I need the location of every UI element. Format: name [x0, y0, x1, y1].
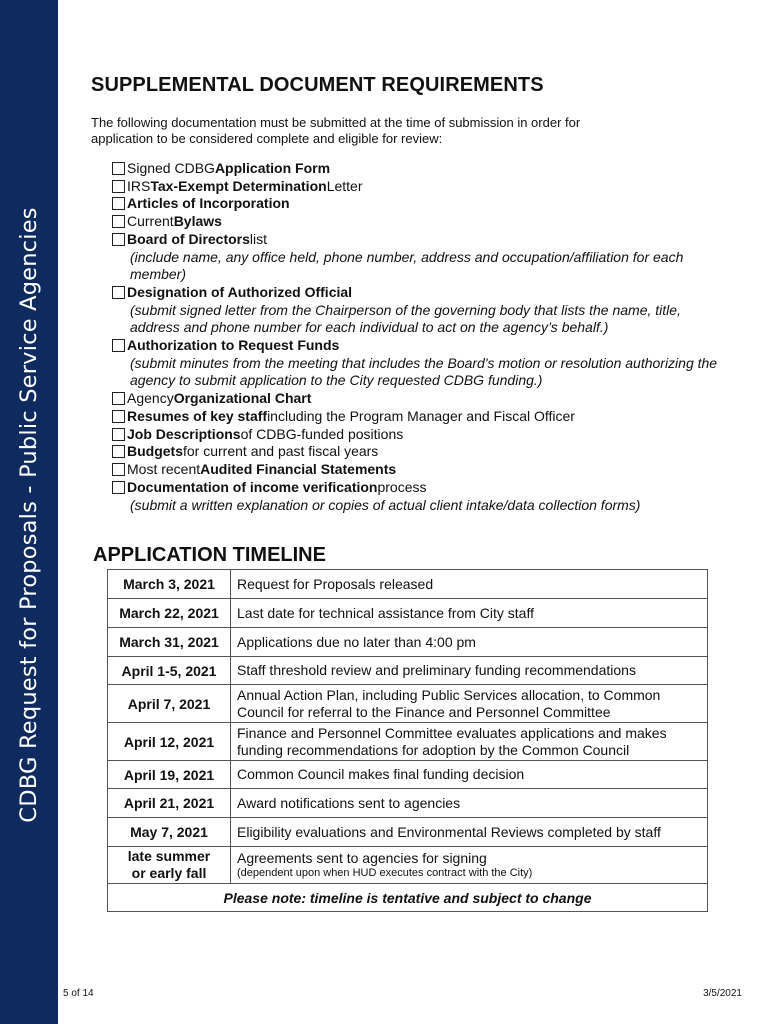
checkbox[interactable]: [112, 339, 125, 352]
checkbox[interactable]: [112, 481, 125, 494]
checkbox[interactable]: [112, 392, 125, 405]
checklist-note: (submit signed letter from the Chairperson of the governing body that lists the name, title, address and phone number for each individual to act on the agency’s behalf.): [130, 301, 681, 336]
checklist-item: Board of Directors list: [112, 231, 732, 249]
checkbox[interactable]: [112, 162, 125, 175]
table-row: [108, 685, 708, 723]
document-date: 3/5/2021: [703, 988, 742, 999]
checkbox[interactable]: [112, 410, 125, 423]
checkbox[interactable]: [112, 233, 125, 246]
table-row: [108, 847, 708, 884]
intro-line: The following documentation must be submitted at the time of submission in order for: [91, 115, 581, 130]
timeline-date: March 3, 2021: [108, 570, 231, 599]
checklist-item: IRS Tax-Exempt Determination Letter: [112, 178, 732, 196]
timeline-disclaimer: Please note: timeline is tentative and subject to change: [108, 884, 708, 912]
checklist-item: Current Bylaws: [112, 213, 732, 231]
table-row: [108, 599, 708, 628]
checklist-note: (include name, any office held, phone number, address and occupation/affiliation for each member): [130, 248, 684, 283]
timeline-date: April 7, 2021: [108, 685, 231, 723]
timeline-description: Staff threshold review and preliminary funding recommendations: [231, 657, 708, 685]
checkbox[interactable]: [112, 180, 125, 193]
checklist-note: (submit a written explanation or copies of actual client intake/data collection forms): [130, 497, 641, 514]
checkbox[interactable]: [112, 197, 125, 210]
timeline-date: April 12, 2021: [108, 723, 231, 761]
timeline-description: Request for Proposals released: [231, 570, 708, 599]
intro-line: application to be considered complete and eligible for review:: [91, 131, 443, 146]
timeline-date: March 31, 2021: [108, 628, 231, 657]
checkbox[interactable]: [112, 428, 125, 441]
timeline-description: Last date for technical assistance from City staff: [231, 599, 708, 628]
checkbox[interactable]: [112, 215, 125, 228]
timeline-date: May 7, 2021: [108, 818, 231, 847]
supplemental-title: SUPPLEMENTAL DOCUMENT REQUIREMENTS: [91, 74, 544, 96]
checklist-item: Resumes of key staff including the Program Manager and Fiscal Officer: [112, 408, 732, 426]
timeline-date: April 21, 2021: [108, 789, 231, 818]
timeline-description: Eligibility evaluations and Environmental Reviews completed by staff: [231, 818, 708, 847]
sidebar-title: CDBG Request for Proposals - Public Service Agencies: [16, 207, 42, 823]
table-row: [108, 570, 708, 599]
checklist-note: (submit minutes from the meeting that includes the Board's motion or resolution authorizing the agency to submit application to the City requested CDBG funding.): [130, 354, 718, 389]
checklist-item: Documentation of income verification process: [112, 479, 732, 497]
timeline-description: Agreements sent to agencies for signing (dependent upon when HUD executes contract with the City): [231, 847, 708, 884]
timeline-description: Applications due no later than 4:00 pm: [231, 628, 708, 657]
table-row: [108, 884, 708, 912]
checklist-item: Job Descriptions of CDBG-funded positions: [112, 426, 732, 444]
timeline-date: April 1-5, 2021: [108, 657, 231, 685]
table-row: [108, 657, 708, 685]
checklist-item: Agency Organizational Chart: [112, 390, 732, 408]
checkbox[interactable]: [112, 286, 125, 299]
intro-paragraph: [91, 115, 651, 147]
checkbox[interactable]: [112, 445, 125, 458]
timeline-description: Finance and Personnel Committee evaluates applications and makes funding recommendations for adoption by the Common Council: [231, 723, 708, 761]
timeline-table: [107, 569, 708, 912]
checklist-item: Signed CDBG Application Form: [112, 160, 732, 178]
timeline-date: March 22, 2021: [108, 599, 231, 628]
sidebar-band: [0, 0, 58, 1024]
table-row: [108, 789, 708, 818]
timeline-title: APPLICATION TIMELINE: [93, 544, 326, 566]
table-row: [108, 628, 708, 657]
timeline-date: April 19, 2021: [108, 761, 231, 789]
page-number: 5 of 14: [63, 988, 94, 999]
requirements-checklist: [112, 160, 732, 515]
table-row: [108, 818, 708, 847]
checklist-item: Articles of Incorporation: [112, 195, 732, 213]
timeline-description: Common Council makes final funding decision: [231, 761, 708, 789]
checklist-item: Authorization to Request Funds: [112, 337, 732, 355]
checklist-item: Budgets for current and past fiscal years: [112, 443, 732, 461]
checklist-item: Designation of Authorized Official: [112, 284, 732, 302]
table-row: [108, 761, 708, 789]
timeline-description: Annual Action Plan, including Public Services allocation, to Common Council for referral to the Finance and Personnel Committee: [231, 685, 708, 723]
checklist-item: Most recent Audited Financial Statements: [112, 461, 732, 479]
table-row: [108, 723, 708, 761]
timeline-description: Award notifications sent to agencies: [231, 789, 708, 818]
checkbox[interactable]: [112, 463, 125, 476]
timeline-date: late summer or early fall: [108, 847, 231, 884]
